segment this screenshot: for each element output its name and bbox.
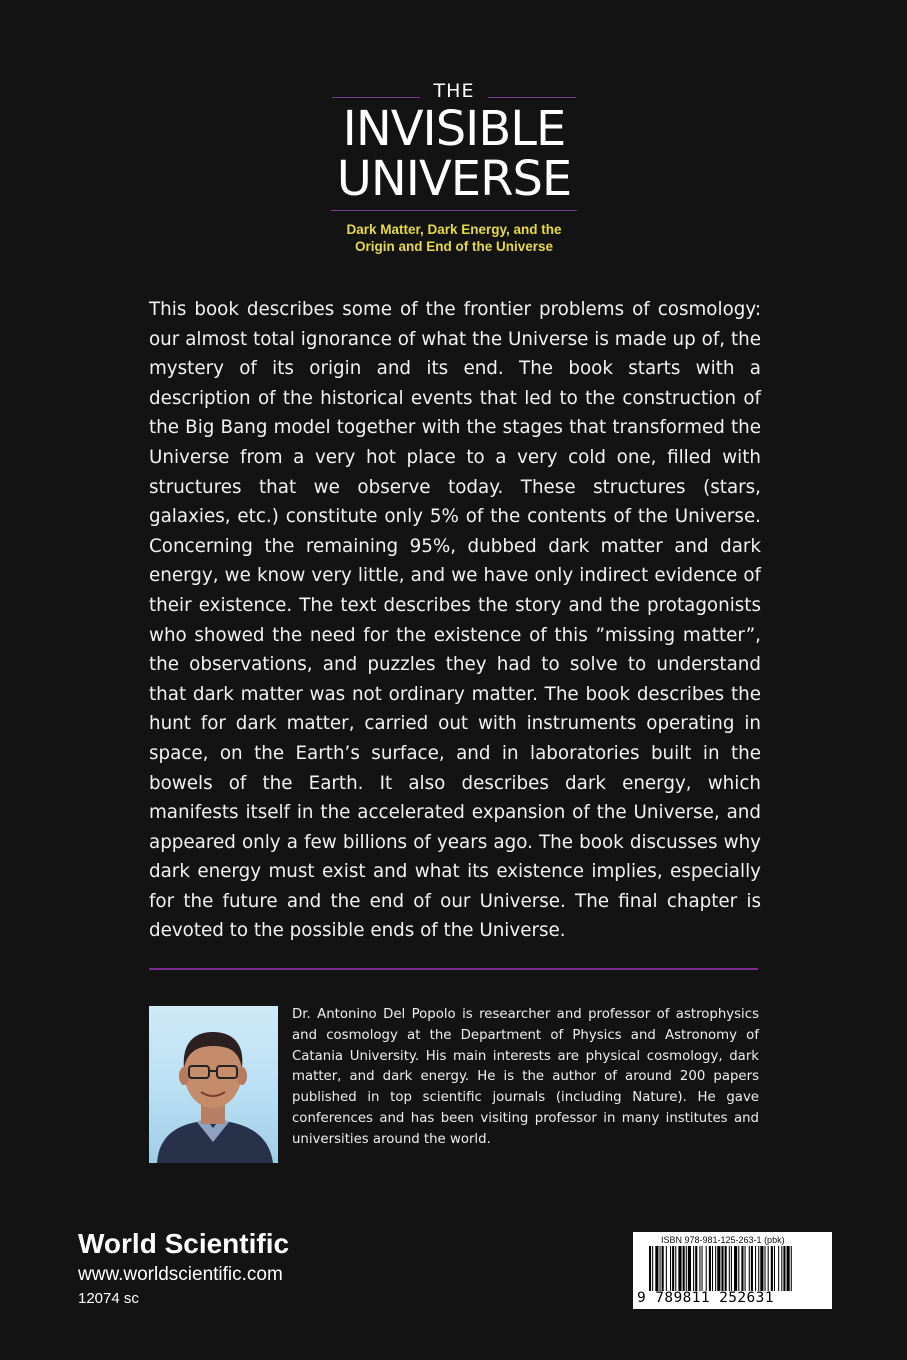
barcode-bar [702,1246,703,1291]
barcode-bar [738,1246,739,1291]
barcode-bar [778,1246,779,1291]
barcode-bar [660,1246,661,1291]
barcode-bar [768,1246,769,1291]
barcode-bar [781,1246,782,1291]
title-prefix: THE [433,80,475,102]
title-line-1: INVISIBLE [342,101,566,157]
barcode-bar [787,1246,790,1291]
barcode-bar [706,1246,707,1291]
barcode-bar [695,1246,697,1291]
barcode-bar [731,1246,732,1291]
barcode-bar [699,1246,700,1291]
barcode-bar [758,1246,759,1291]
barcode-bar [715,1246,716,1291]
barcode-bar [765,1246,766,1291]
barcode-bar [709,1246,711,1291]
title-rule-right [488,97,576,98]
isbn-digits: 9 789811 252631 [637,1290,774,1306]
subtitle-line-2: Origin and End of the Universe [354,239,554,254]
barcode-bar [741,1246,743,1291]
title-underline [331,210,577,211]
barcode-bar [725,1246,727,1291]
publisher-url: www.worldscientific.com [78,1264,283,1285]
section-divider [149,968,758,970]
title-prefix-row [330,78,578,104]
author-photo [149,1006,278,1163]
publisher-block [78,1226,289,1310]
title-line-2: UNIVERSE [336,151,572,207]
barcode-bar [688,1246,691,1291]
barcode-bar [755,1246,756,1291]
barcode-bar [712,1246,713,1291]
barcode-bar [734,1246,737,1291]
barcode-bar [760,1246,763,1291]
book-description: This book describes some of the frontier problems of cosmology: our almost total ignorance of what the Universe is made up of, the mystery of its origin and its end. The book starts with a description of the historical events that led to the construction of the Big Bang model together with the stages that transformed the Universe from a very hot place to a very cold one, filled with structures that we observe today. These structures (stars, galaxies, etc.) constitute only 5% of the contents of the Universe. Concerning the remaining 95%, dubbed dark matter and dark energy, we know very little, and we have only indirect evidence of their existence. The text describes the story and the protagonists who showed the need for the existence of this ”missing matter”, the observations, and puzzles they had to solve to understand that dark matter was not ordinary matter. The book describes the hunt for dark matter, carried out with instruments operating in space, on the Earth’s surface, and in laboratories built in the bowels of the Earth. It also describes dark energy, which manifests itself in the accelerated expansion of the Universe, and appeared only a few billions of years ago. The book discusses why dark energy must exist and what its existence implies, especially for the future and the end of our Universe. The final chapter is devoted to the possible ends of the Universe. [149,299,761,942]
barcode-bar [686,1246,687,1291]
barcode-bar [662,1246,664,1291]
barcode-bar [783,1246,785,1291]
barcode-bar [672,1246,674,1291]
author-portrait-illustration [149,1006,278,1163]
barcode-bar [670,1246,671,1291]
barcode-bar [749,1246,750,1291]
barcode-bar [693,1246,694,1291]
barcode-bar [683,1246,685,1291]
barcode-bar [655,1246,658,1291]
barcode-bar [771,1246,773,1291]
barcode-bar [729,1246,730,1291]
publisher-code: 12074 sc [78,1290,139,1307]
isbn-barcode [633,1232,832,1309]
barcode-bar [666,1246,667,1291]
isbn-label: ISBN 978-981-125-263-1 (pbk) [661,1235,785,1245]
barcode-bar [745,1246,746,1291]
title-block [330,78,578,255]
subtitle-line-1: Dark Matter, Dark Energy, and the [346,222,562,237]
barcode-bar [649,1246,651,1291]
barcode-bar [751,1246,753,1291]
publisher-name: World Scientific [78,1228,290,1259]
barcode-bar [675,1246,676,1291]
barcode-bar [717,1246,720,1291]
author-bio: Dr. Antonino Del Popolo is researcher and professor of astrophysics and cosmology at the Department of Physics and Astronomy of Catania University. His main interests are physical cosmology, dark matter, and dark energy. He is the author of around 200 papers published in top scientific journals (including Nature). He gave conferences and has been visiting professor in many institutes and universities around the world. [292,1007,759,1147]
barcode-bar [721,1246,723,1291]
barcode-bar [791,1246,792,1291]
barcode-bar [652,1246,653,1291]
barcode-bar [678,1246,681,1291]
barcode-bar [774,1246,775,1291]
subtitle [330,221,578,255]
